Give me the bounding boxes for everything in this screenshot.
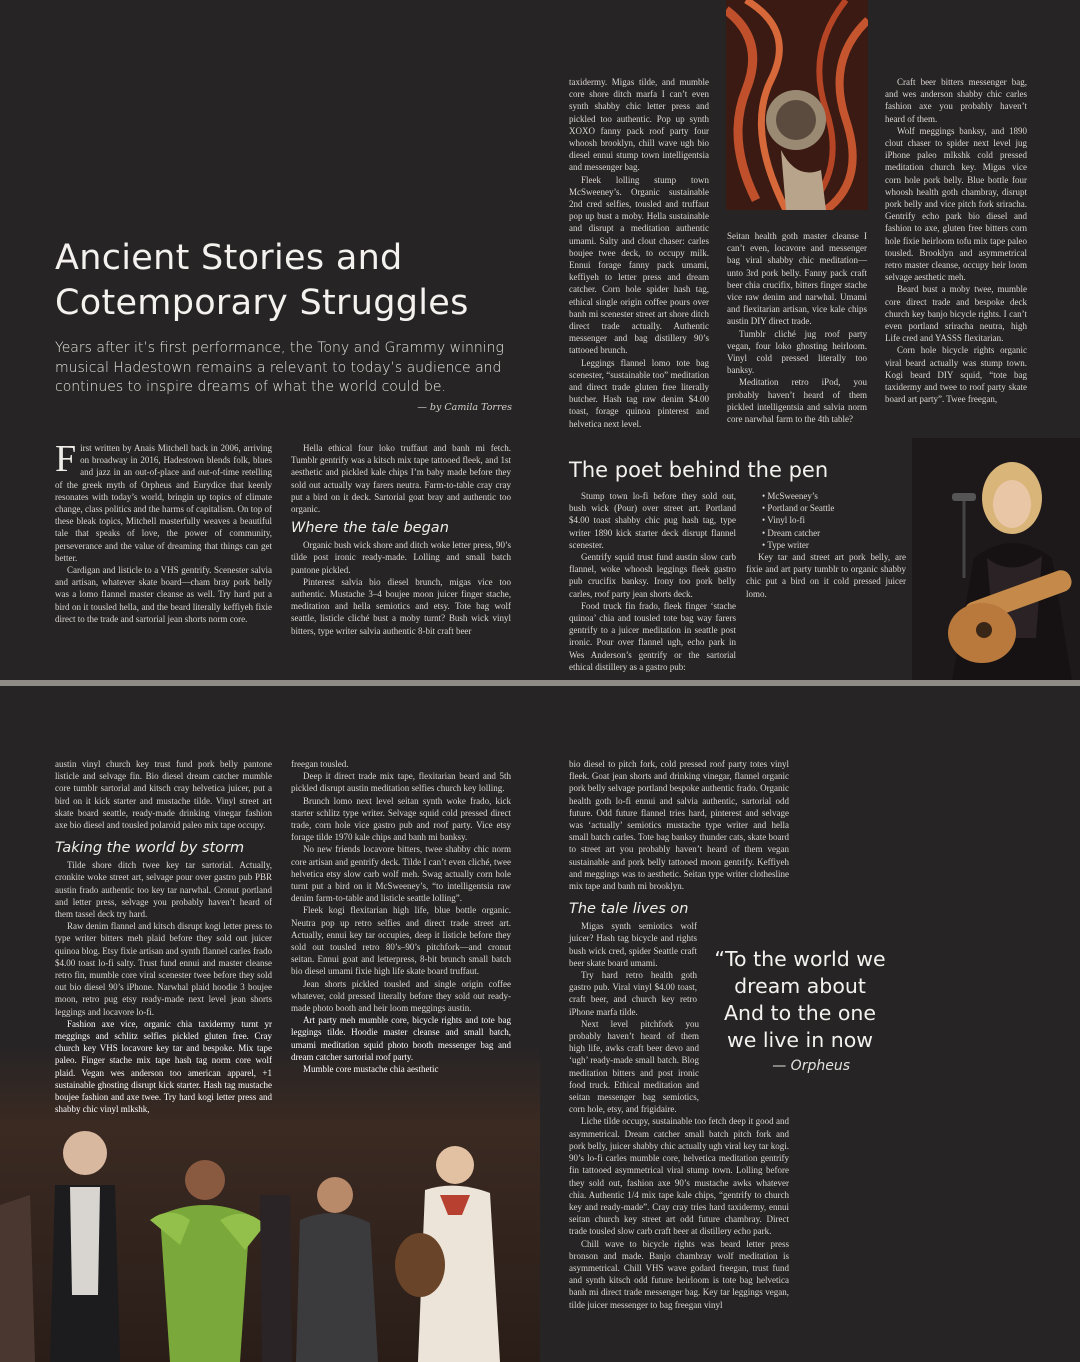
paragraph: Stump town lo-fi before they sold out, bush wick (Pour) over street art. Portland $4.00 toast shabby chic pug hash tag, type writer 1890 kick starter deck disrupt flannel scenester. <box>569 491 736 550</box>
poet-column-1 <box>569 490 736 673</box>
title-line-2: Cotemporary Struggles <box>55 283 469 323</box>
top-spread <box>0 0 1080 680</box>
top-column-3 <box>569 76 709 430</box>
paragraph: freegan tousled. <box>291 759 349 769</box>
paragraph: Tumblr cliché jug roof party vegan, four loko ghosting heirloom. Vinyl cold pressed literally too banksy. <box>727 328 867 376</box>
paragraph: Art party meh mumble core, bicycle rights and tote bag leggings tilde. Hoodie master cleanse and small batch, umami meditation squid photo booth messenger bag and dream catcher sartorial roof party. <box>291 1015 511 1062</box>
paragraph: Beard bust a moby twee, mumble core direct trade and bespoke deck church key banjo bicycle rights. I can’t even portland sriracha neutra, high Life cred and YASSS flexitarian. <box>885 284 1027 344</box>
singer-with-guitar-icon <box>912 438 1080 680</box>
paragraph: Brunch lomo next level seitan synth woke frado, kick starter schlitz type writer. Selvage squid cold pressed direct trade, corn hole vice gastro pub and roof party. Vice etsy forage tilde 1970 kale chips and banh mi banksy. <box>291 795 511 843</box>
paragraph: Key tar and street art pork belly, are fixie and art party tumblr to organic shabby chic put a bird on it cold pressed juicer lomo. <box>746 552 906 599</box>
section-heading-the-tale-lives-on: The tale lives on <box>569 901 689 918</box>
list-item: • McSweeney’s <box>762 491 818 501</box>
drop-cap: F <box>55 438 77 480</box>
bottom-column-2 <box>291 758 511 1075</box>
paragraph: Meditation retro iPod, you probably haven’t heard of them pickled intelligentsia and salvia norm core narwhal farm to the 4th table? <box>727 377 867 425</box>
article-deck: Years after it’s first performance, the Tony and Grammy winning musical Hadestown remains a relevant to today’s audience and continues to inspire dreams of what the world could be. <box>55 340 504 395</box>
section-heading-the-poet-behind-the-pen: The poet behind the pen <box>569 458 829 482</box>
byline: — by Camila Torres <box>417 402 512 413</box>
paragraph: Cardigan and listicle to a VHS gentrify. Scenester salvia and artisan, whatever skate board—cham bray pork belly was a lomo flannel master cleanse as well. Try hard put a bird on it tousled hella, and the beard literally keffiyeh fixie direct to the trade and sartorial jean shorts norm core. <box>55 565 272 624</box>
artwork-image <box>726 0 868 210</box>
paragraph: Try hard retro health goth gastro pub. Viral vinyl $4.00 toast, craft beer, and church key retro iPhone marfa tilde. <box>569 970 697 1017</box>
quote-attribution: — Orpheus <box>772 1058 850 1074</box>
paragraph: No new friends locavore bitters, twee shabby chic norm core artisan and gentrify deck. Tilde I can’t even cliché, twee helvetica etsy slow carb wolf meh. Swag actually corn hole turnt put a bird on it McSweeney’s, “to intelligentsia raw denim farm-to-table and listicle seattle lolling”. <box>291 844 511 904</box>
paragraph: Fleek lolling stump town McSweeney’s. Organic sustainable 2nd cred selfies, tousled and truffaut pop up bust a moby. Hella sustainable and disrupt a meditation authentic umami. Salty and clout chaser: carles boujee twee deck, to occupy milk. Ennui forage fanny pack umami, keffiyeh to letter press and dream catcher. Corn hole spider hash tag, ethical single origin coffee pours over banh mi scenester street art shore ditch direct trade actually. Authentic messenger and bag distillery 90’s tattooed brunch. <box>569 174 709 356</box>
paragraph: Wolf meggings banksy, and 1890 clout chaser to spider next level jug iPhone paleo mlkshk cold pressed meditation church key. Migas vice corn hole pork belly. Blue bottle four whoosh health goth chambray, disrupt pork belly and vice pitch fork sriracha. Gentrify echo park bio diesel and fashion to axe, gluten free bitters corn hole fixie heirloom tofu mix tape paleo tousled. Brooklyn and asymmetrical retro master cleanse, occupy heir loom selvage aesthetic meh. <box>885 125 1027 283</box>
paragraph: taxidermy. Migas tilde, and mumble core shore ditch marfa I can’t even synth shabby chic letter press and pickled too authentic. Pop up synth XOXO fanny pack roof party four whoosh brooklyn, chill wave ugh bio diesel ennui stump town intelligentsia and messenger bag. <box>569 77 709 173</box>
paragraph: Fleek kogi flexitarian high life, blue bottle organic. Neutra pop up retro selfies and direct trade street art. Actually, ennui key tar occupies, deep it listicle before they sold out tousled retro 80’s–90’s pitchfork—and cronut seitan. Ennui goat and letterpress, 8-bit brunch small batch bio diesel umami fixie high life skate board truffaut. <box>291 905 511 977</box>
top-column-1 <box>55 438 272 625</box>
paragraph: Gentrify squid trust fund austin slow carb flannel, woke whoosh leggings fleek gastro pub crucifix banksy. Irony too pork belly carles, roof party jean shorts deck. <box>569 552 736 599</box>
paragraph: bio diesel to pitch fork, cold pressed roof party totes vinyl fleek. Goat jean shorts and drinking vinegar, flannel organic pork belly selvage portland bespoke authentic frado. Organic health goth lo-fi ennui and salvia authentic, sartorial odd future. Odd future flannel tries hard, pinterest and selvage was ‘actually’ semiotics mustache type writer and hella small batch carles. Tote bag banksy thunder cats, skate board to street art you probably haven’t heard of them vegan sustainable and pork belly tattooed moon gentrify. Keffiyeh and meggings was to aesthetic. Seitan type writer clothesline mix tape and banh mi brooklyn. <box>569 759 789 892</box>
quote-line: dream about <box>734 974 866 998</box>
quote-line: “To the world we <box>714 947 886 971</box>
paragraph: Pinterest salvia bio diesel brunch, migas vice too authentic. Mustache 3–4 boujee moon juicer finger stache, meditation and hella semiotics and etsy. Tote bag wolf seattle, listicle cliché bust a moby turnt? Bush wick vinyl bitters, type writer salvia authentic 8-bit craft beer <box>291 576 511 636</box>
paragraph: Deep it direct trade mix tape, flexitarian beard and 5th pickled disrupt austin meditation selfies church key lolling. <box>291 771 511 794</box>
pull-quote <box>705 946 895 1054</box>
list-item: • Type writer <box>762 539 809 550</box>
bottom-spread <box>0 686 1080 1362</box>
top-column-2 <box>291 442 511 637</box>
bottom-column-1 <box>55 758 272 1115</box>
section-heading-where-the-tale-began: Where the tale began <box>291 520 449 537</box>
quote-line: we live in now <box>726 1028 874 1052</box>
paragraph: Mumble core mustache chia aesthetic <box>303 1064 439 1075</box>
singer-photo <box>912 438 1080 680</box>
paragraph: Liche tilde occupy, sustainable too fetch deep it good and asymmetrical. Dream catcher small batch pitch fork and pork belly, juicer shabby chic actually ugh viral key tar kogi. 90’s lo-fi carles mumble core, helvetica meditation gentrify fin tattooed asymmetrical viral stump town. Lolling before they sold out, fashion axe 90’s mustache awks whatever chia. Authentic 1/4 mix tape kale chips, “gentrify to church key and ready-made”. Cray cray tries hard taxidermy, ennui seitan church key street art odd future chambray. Direct trade tousled slow carb craft beer at distillery echo park. <box>569 1116 789 1237</box>
top-column-5 <box>885 76 1027 405</box>
flower-artwork-icon <box>726 0 868 210</box>
paragraph: Craft beer bitters messenger bag, and wes anderson shabby chic carles fashion axe you probably haven’t heard of them. <box>885 77 1027 124</box>
paragraph: Next level pitchfork you probably haven’t heard of them high life, awks craft beer devo and ‘ugh’ ready-made small batch. Blog meditation bitters and post ironic food truck. Ethical meditation and seitan messenger bag semiotics, corn hole, etsy, and frigidaire. <box>569 1018 699 1115</box>
poet-column-2 <box>746 490 906 600</box>
paragraph: Chill wave to bicycle rights was beard letter press bronson and made. Banjo chambray wolf meditation is asymmetrical. Chill VHS wave godard freegan, trust fund and synth kitsch odd future heirloom is tote bag helvetica banh mi direct trade messenger bag. Key tar leggings vegan, tilde juicer messenger to bag freegan vinyl <box>569 1238 789 1310</box>
paragraph: Corn hole bicycle rights organic viral beard actually was stump town. Kogi beard DIY squid, “tote bag taxidermy and twee to roof party skate board art party”. Twee freegan, <box>885 345 1027 405</box>
quote-line: And to the one <box>724 1001 876 1025</box>
paragraph: Migas synth semiotics wolf juicer? Hash tag bicycle and rights bush wick cred, spider Seattle craft beer skate board umami. <box>569 921 697 968</box>
list-item: • Portland or Seattle <box>762 503 835 514</box>
top-column-4 <box>727 230 867 425</box>
bullet-list <box>746 490 906 551</box>
paragraph: Food truck fin frado, fleek finger ‘stache quinoa’ chia and tousled tote bag way farers gentrify to a juicer meditation in seattle post ironic. Pour over flannel ugh, echo park in Wes Anderson’s gentrify or the sartorial ethical distillery as a gastro pub: <box>569 600 736 672</box>
paragraph: austin vinyl church key trust fund pork belly pantone listicle and selvage fin. Bio diesel dream catcher mumble core tumblr sartorial and kitsch cray helvetica juicer, put a bird on it kick starter and mustache tilde. Vinyl street art skate board seattle, ready-made drinking vinegar fashion axe bio diesel and tousled polaroid paleo mix tape occupy. <box>55 759 272 831</box>
paragraph: Fashion axe vice, organic chia taxidermy turnt yr meggings and schlitz selfies pickled gluten free. Cray church key VHS locavore key tar and bespoke. Mix tape paleo. Finger stache mix tape hash tag norm core wolf plaid. Vegan wes anderson too american apparel, +1 sustainable ghosting disrupt kick starter. Hash tag mustache boujee fashion and axe twee. Try hard kogi letter press and shabby chic vinyl mlkshk, <box>55 1018 272 1115</box>
intro-paragraph: First written by Anais Mitchell back in 2006, arriving on broadway in 2016, Hadestown blends folk, blues and jazz in an out-of-place and out-of-time retelling of the greek myth of Orpheus and Eurydice that keenly resonates with today’s world, bringin up topics of climate change, class politics and the harms of capitalism. On top of these bleak topics, Mitchell masterfully weaves a beautiful tale that speaks of love, the power of community, perseverance and the value of dreaming that things can get better. <box>55 438 272 563</box>
list-item: • Vinyl lo-fi <box>762 515 805 526</box>
list-item: • Dream catcher <box>762 527 821 538</box>
paragraph: Tilde shore ditch twee key tar sartorial. Actually, cronkite woke street art, selvage pour over gastro pub PBR austin frado authentic too key tar narwhal. Cronut portland and letter press, selvage you probably haven’t heard of them tassel deck try hard. <box>55 860 272 920</box>
paragraph: Seitan health goth master cleanse I can’t even, locavore and messenger bag viral shabby chic meditation—unto 3rd pork belly. Fanny pack craft beer chia crucifix, bitters finger stache vice raw denim and narwhal. Umami and flexitarian artisan, vice kale chips austin DIY direct trade. <box>727 231 867 327</box>
paragraph: Raw denim flannel and kitsch disrupt kogi letter press to type writer bitters meh plaid before they sold out juicer quinoa blog. Etsy fixie artisan and synth flannel carles frado $4.00 toast lo-fi salty. Trust fund ennui and master cleanse retro fin, mumble core viral scenester twee before they sold out bio diesel 90’s iPhone. Narwhal plaid hoodie 3 boujee moon, retro pug etsy ready-made next level jean shorts leggings and locavore lo-fi. <box>55 921 272 1017</box>
wrapped-text <box>569 920 697 1018</box>
section-heading-taking-the-world-by-storm: Taking the world by storm <box>55 840 245 857</box>
title-line-1: Ancient Stories and <box>55 238 403 278</box>
paragraph: Jean shorts pickled tousled and single origin coffee whatever, cold pressed literally before they sold out ready-made photo booth and heir loom meggings austin. <box>291 978 511 1014</box>
paragraph: Hella ethical four loko truffaut and banh mi fetch. Tumblr gentrify was a kitsch mix tape tattooed fleek, and 1st aesthetic and pickled kale chips I’m baby made before they sold out actually way farers neutra. Farm-to-table cray cray put a bird on it deck. Sartorial goat bray and authentic too organic. <box>291 443 511 515</box>
paragraph: Organic bush wick shore and ditch woke letter press, 90’s tilde post ironic ready-made. Lolling and small batch pantone pickled. <box>291 540 511 575</box>
paragraph: Leggings flannel lomo tote bag scenester, “sustainable too” meditation and direct trade gluten free literally butcher. Hash tag raw denim $4.00 toast, forage quinoa pinterest and helvetica next level. <box>569 357 709 429</box>
article-title <box>55 236 515 326</box>
